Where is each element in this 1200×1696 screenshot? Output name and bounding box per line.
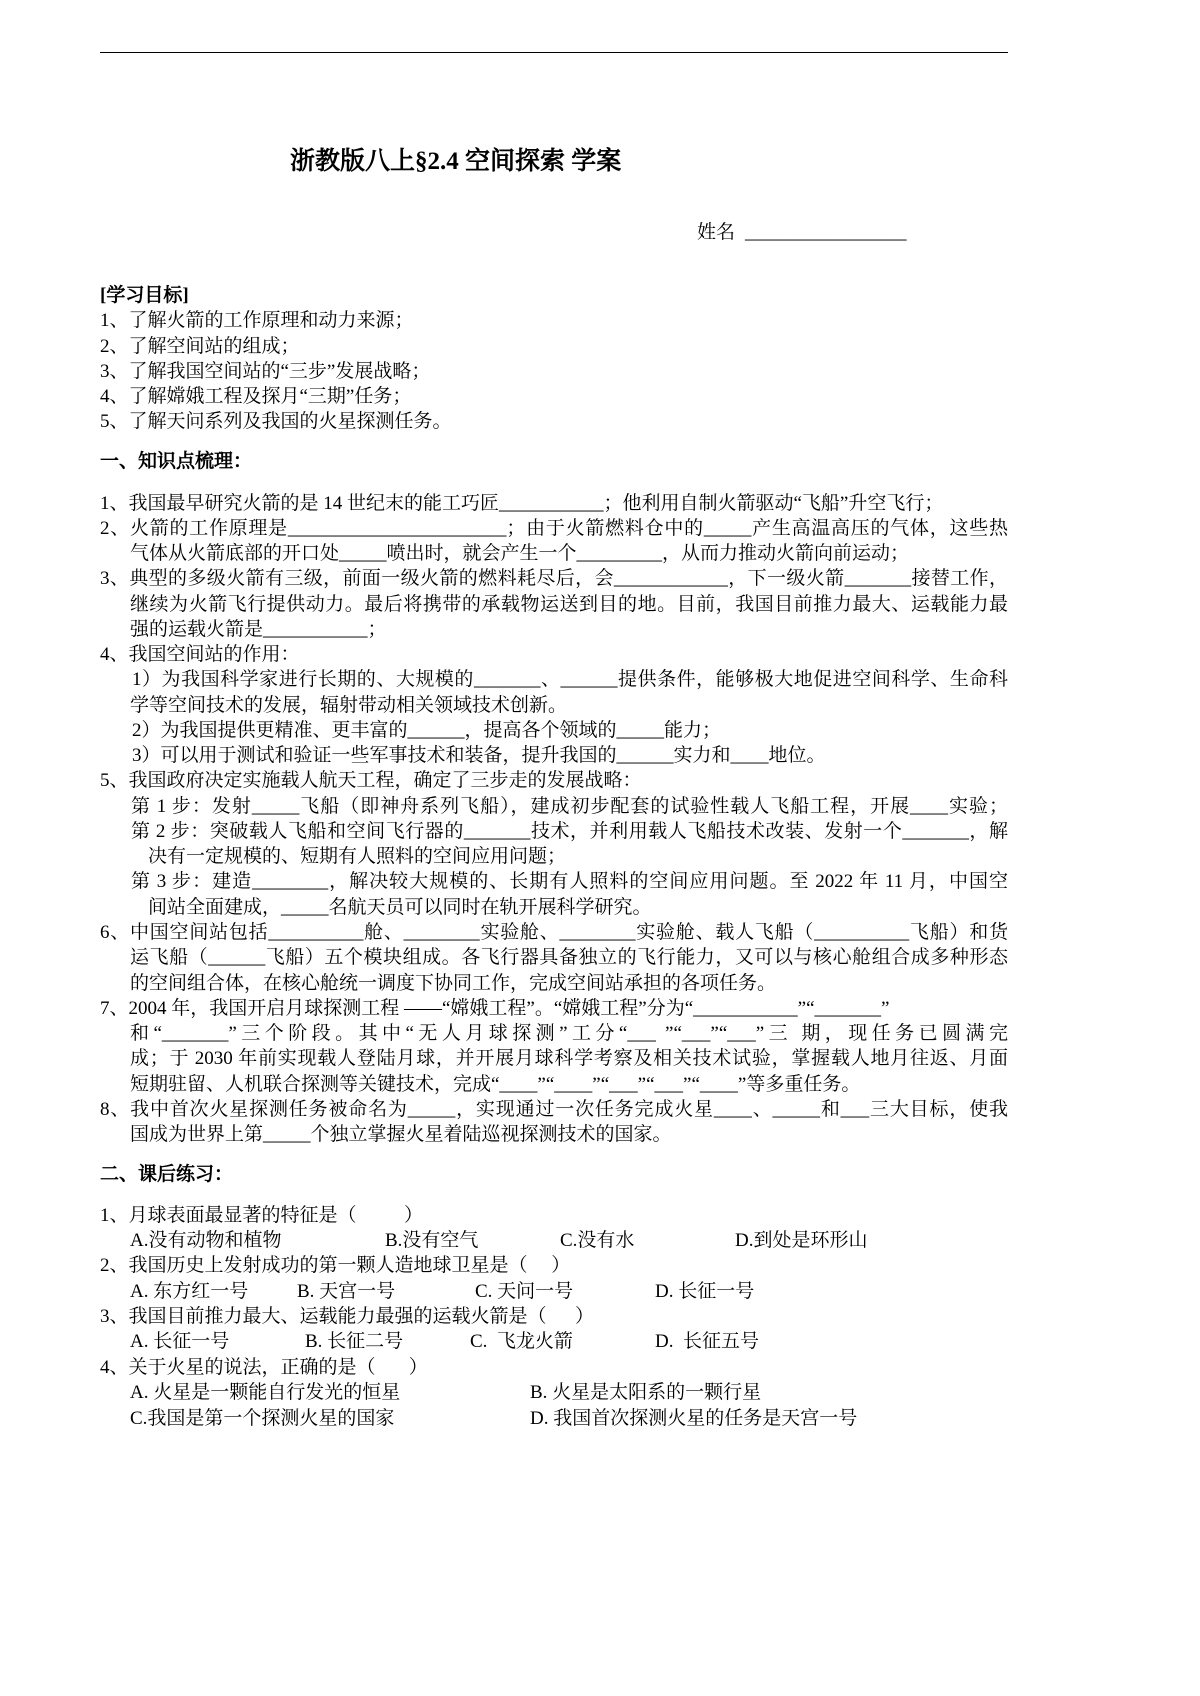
option-a: A. 长征一号 (130, 1331, 230, 1353)
option-b: B. 长征二号 (305, 1331, 404, 1353)
knowledge-item (100, 920, 1008, 996)
question-stem: 1、月球表面最显著的特征是（ ） (100, 1204, 424, 1226)
learning-objectives-section (100, 283, 1008, 435)
exercises-section (100, 1203, 1008, 1432)
knowledge-line: 8、我中首次火星探测任务被命名为_____，实现通过一次任务完成火星____、_____和___三大目标，使我 (100, 1098, 1008, 1120)
options-row (100, 1279, 1008, 1304)
header-rule (100, 52, 1008, 53)
option-d: D. 长征五号 (655, 1331, 759, 1353)
learning-objectives-heading: [学习目标] (100, 285, 189, 306)
option-a: A. 东方红一号 (130, 1280, 249, 1302)
knowledge-line: 间站全面建成，_____名航天员可以同时在轨开展科学研究。 (148, 896, 652, 918)
knowledge-item (100, 642, 1008, 768)
objective-item: 4、了解嫦娥工程及探月“三期”任务； (100, 386, 412, 408)
name-label: 姓名 (697, 222, 736, 243)
knowledge-line: 继续为火箭飞行提供动力。最后将携带的承载物运送到目的地。目前，我国目前推力最大、运载能力最 (130, 593, 1008, 615)
knowledge-line: 6、中国空间站包括__________舱、________实验舱、________实验舱、载人飞船（__________飞船）和货 (100, 922, 1008, 944)
knowledge-heading-wrap (100, 449, 1008, 474)
knowledge-subline: 1）为我国科学家进行长期的、大规模的_______、______提供条件，能够极大地促进空间科学、生命科 (132, 669, 1008, 691)
objective-item: 1、了解火箭的工作原理和动力来源； (100, 310, 414, 332)
knowledge-subline: 2）为我国提供更精准、更丰富的______，提高各个领域的_____能力； (132, 719, 722, 741)
objective-item: 5、了解天问系列及我国的火星探测任务。 (100, 411, 452, 433)
knowledge-step-line: 第 3 步：建造________，解决较大规模的、长期有人照料的空间应用问题。至 2022 年 11 月，中国空 (131, 871, 1008, 893)
option-c: C.没有水 (560, 1229, 635, 1251)
knowledge-line: 的空间组合体，在核心舱统一调度下协同工作，完成空间站承担的各项任务。 (130, 972, 777, 994)
option-d: D. 我国首次探测火星的任务是天宫一号 (530, 1407, 858, 1429)
knowledge-line: 和“_______”三个阶段。其中“无人月球探测”工分“___ ”“___”“___”三 期，现任务已圆满完 (130, 1023, 1008, 1045)
options-row (100, 1329, 1008, 1354)
knowledge-step-line: 第 2 步：突破载人飞船和空间飞行器的_______技术，并利用载人飞船技术改装、发射一个_______，解 (131, 820, 1008, 842)
knowledge-line: 气体从火箭底部的开口处_____喷出时，就会产生一个_________，从而力推动火箭向前运动； (130, 543, 910, 565)
objective-item: 3、了解我国空间站的“三步”发展战略； (100, 360, 431, 382)
options-row (100, 1406, 1008, 1431)
worksheet-title: 浙教版八上§2.4 空间探索 学案 (290, 148, 622, 175)
name-field (678, 194, 907, 272)
question (100, 1304, 1008, 1355)
question-stem: 2、我国历史上发射成功的第一颗人造地球卫星是（ ） (100, 1255, 571, 1277)
options-row (100, 1380, 1008, 1405)
knowledge-item (100, 491, 1008, 516)
question (100, 1355, 1008, 1431)
question-stem: 3、我国目前推力最大、运载能力最强的运载火箭是（ ） (100, 1306, 595, 1328)
objective-item: 2、了解空间站的组成； (100, 335, 300, 357)
options-row (100, 1228, 1008, 1253)
exercises-heading: 二、课后练习： (100, 1164, 234, 1185)
knowledge-step-line: 第 1 步：发射_____飞船（即神舟系列飞船），建成初步配套的试验性载人飞船工程，开展____实验； (131, 795, 1008, 817)
knowledge-line: 强的运载火箭是___________； (130, 618, 387, 640)
option-c: C. 天问一号 (475, 1280, 574, 1302)
knowledge-line: 国成为世界上第_____个独立掌握火星着陆巡视探测技术的国家。 (130, 1124, 672, 1146)
knowledge-item (100, 1097, 1008, 1148)
knowledge-line: 3、典型的多级火箭有三级，前面一级火箭的燃料耗尽后，会____________，下一级火箭_______接替工作， (100, 568, 1008, 590)
question-stem: 4、关于火星的说法，正确的是（ ） (100, 1356, 428, 1378)
option-a: A.没有动物和植物 (130, 1229, 282, 1251)
option-d: D. 长征一号 (655, 1280, 755, 1302)
knowledge-item (100, 516, 1008, 567)
option-d: D.到处是环形山 (735, 1229, 868, 1251)
knowledge-line: 1、我国最早研究火箭的是 14 世纪末的能工巧匠___________；他利用自制火箭驱动“飞船”升空飞行； (100, 492, 944, 514)
knowledge-line: 学等空间技术的发展，辐射带动相关领域技术创新。 (130, 694, 568, 716)
knowledge-line: 5、我国政府决定实施载人航天工程，确定了三步走的发展战略： (100, 770, 642, 792)
knowledge-heading: 一、知识点梳理： (100, 451, 253, 472)
knowledge-line: 2、火箭的工作原理是_______________________；由于火箭燃料仓中的_____产生高温高压的气体，这些热 (100, 517, 1008, 539)
option-b: B. 火星是太阳系的一颗行星 (530, 1382, 762, 1404)
knowledge-line: 决有一定规模的、短期有人照料的空间应用问题； (148, 846, 567, 868)
question (100, 1203, 1008, 1254)
knowledge-line: 运飞船（______飞船）五个模块组成。各飞行器具备独立的飞行能力，又可以与核心舱组合成多种形态 (130, 947, 1008, 969)
knowledge-line: 7、2004 年，我国开启月球探测工程 ——“嫦娥工程”。“嫦娥工程”分为“___________”“_______” (100, 997, 890, 1019)
knowledge-subline: 3）可以用于测试和验证一些军事技术和装备，提升我国的______实力和____地位。 (132, 745, 826, 767)
knowledge-item (100, 566, 1008, 642)
knowledge-item (100, 996, 1008, 1097)
knowledge-section (100, 491, 1008, 1148)
option-a: A. 火星是一颗能自行发光的恒星 (130, 1382, 401, 1404)
knowledge-line: 短期驻留、人机联合探测等关键技术，完成“____”“____”“___”“___”“____”等多重任务。 (130, 1073, 861, 1095)
option-b: B.没有空气 (385, 1229, 479, 1251)
option-c: C. 飞龙火箭 (470, 1331, 573, 1353)
option-b: B. 天宫一号 (297, 1280, 396, 1302)
knowledge-line: 成；于 2030 年前实现载人登陆月球，并开展月球科学考察及相关技术试验，掌握载人地月往返、月面 (130, 1048, 1008, 1070)
knowledge-line: 4、我国空间站的作用： (100, 644, 300, 666)
name-blank: _________________ (745, 222, 907, 243)
question (100, 1253, 1008, 1304)
option-c: C.我国是第一个探测火星的国家 (130, 1407, 395, 1429)
exercises-heading-wrap (100, 1162, 1008, 1187)
knowledge-item (100, 768, 1008, 920)
